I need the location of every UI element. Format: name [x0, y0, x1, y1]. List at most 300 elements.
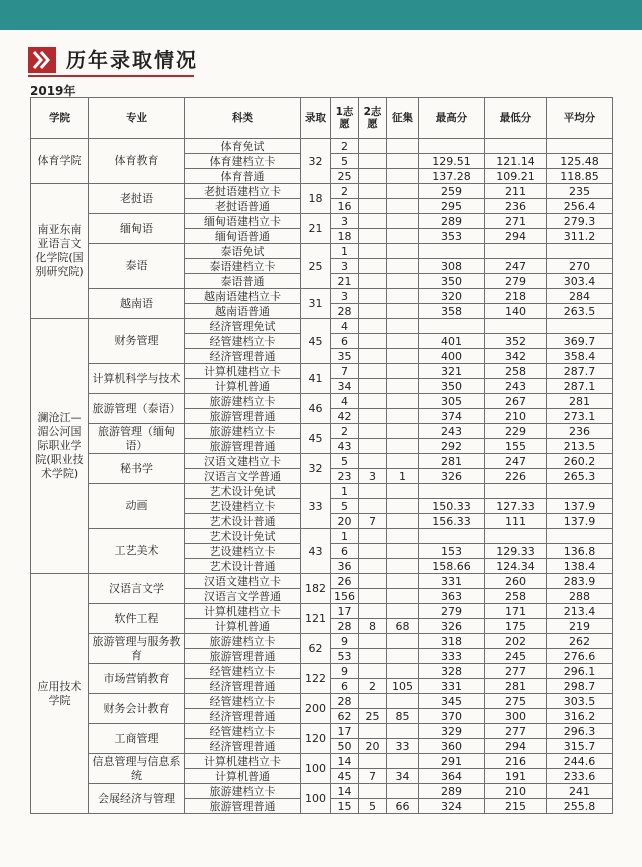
category: 计算机普通 [185, 379, 301, 394]
admitted-cell: 45 [301, 424, 331, 454]
category: 旅游管理普通 [185, 439, 301, 454]
avg-score: 303.5 [547, 694, 613, 709]
first-choice: 35 [331, 349, 359, 364]
admitted-cell: 120 [301, 724, 331, 754]
major-cell: 老挝语 [89, 184, 185, 214]
category: 旅游建档立卡 [185, 784, 301, 799]
category: 经管建档立卡 [185, 724, 301, 739]
second-choice [359, 364, 387, 379]
avg-score: 284 [547, 289, 613, 304]
first-choice: 6 [331, 544, 359, 559]
min-score: 277 [485, 664, 547, 679]
category: 艺术设计免试 [185, 529, 301, 544]
avg-score: 137.9 [547, 499, 613, 514]
col-header-college: 学院 [31, 98, 89, 139]
avg-score: 270 [547, 259, 613, 274]
category: 经管建档立卡 [185, 694, 301, 709]
major-cell: 缅甸语 [89, 214, 185, 244]
admitted-cell: 46 [301, 394, 331, 424]
table-row [31, 529, 613, 544]
max-score [419, 529, 485, 544]
col-header-max-score: 最高分 [419, 98, 485, 139]
max-score: 158.66 [419, 559, 485, 574]
min-score: 211 [485, 184, 547, 199]
double-chevron-icon [28, 47, 56, 73]
category: 泰语建档立卡 [185, 259, 301, 274]
supplementary [387, 334, 419, 349]
admitted-cell: 45 [301, 319, 331, 364]
major-cell: 会展经济与管理 [89, 784, 185, 814]
supplementary [387, 634, 419, 649]
avg-score: 138.4 [547, 559, 613, 574]
max-score: 364 [419, 769, 485, 784]
avg-score: 236 [547, 424, 613, 439]
avg-score: 265.3 [547, 469, 613, 484]
max-score: 350 [419, 379, 485, 394]
avg-score [547, 244, 613, 259]
category: 计算机建档立卡 [185, 364, 301, 379]
max-score: 156.33 [419, 514, 485, 529]
supplementary [387, 304, 419, 319]
supplementary [387, 724, 419, 739]
supplementary: 1 [387, 469, 419, 484]
second-choice [359, 544, 387, 559]
supplementary [387, 484, 419, 499]
supplementary [387, 259, 419, 274]
avg-score: 262 [547, 634, 613, 649]
category: 计算机建档立卡 [185, 604, 301, 619]
supplementary [387, 784, 419, 799]
admitted-cell: 25 [301, 244, 331, 289]
max-score: 363 [419, 589, 485, 604]
top-banner [0, 0, 642, 30]
category: 体育免试 [185, 139, 301, 154]
avg-score [547, 484, 613, 499]
max-score: 358 [419, 304, 485, 319]
second-choice [359, 604, 387, 619]
second-choice [359, 409, 387, 424]
second-choice [359, 184, 387, 199]
first-choice: 5 [331, 154, 359, 169]
supplementary [387, 529, 419, 544]
second-choice: 7 [359, 514, 387, 529]
supplementary [387, 394, 419, 409]
min-score: 236 [485, 199, 547, 214]
admitted-cell: 41 [301, 364, 331, 394]
avg-score: 256.4 [547, 199, 613, 214]
min-score: 260 [485, 574, 547, 589]
table-row [31, 694, 613, 709]
first-choice: 1 [331, 484, 359, 499]
category: 经济管理普通 [185, 679, 301, 694]
min-score: 121.14 [485, 154, 547, 169]
max-score: 360 [419, 739, 485, 754]
major-cell: 汉语言文学 [89, 574, 185, 604]
max-score: 243 [419, 424, 485, 439]
first-choice: 16 [331, 199, 359, 214]
first-choice: 2 [331, 184, 359, 199]
supplementary [387, 544, 419, 559]
first-choice: 42 [331, 409, 359, 424]
avg-score: 288 [547, 589, 613, 604]
first-choice: 21 [331, 274, 359, 289]
min-score: 281 [485, 679, 547, 694]
first-choice: 28 [331, 619, 359, 634]
max-score: 137.28 [419, 169, 485, 184]
max-score: 324 [419, 799, 485, 814]
second-choice [359, 574, 387, 589]
category: 汉语文建档立卡 [185, 574, 301, 589]
max-score: 401 [419, 334, 485, 349]
max-score: 353 [419, 229, 485, 244]
supplementary [387, 694, 419, 709]
category: 旅游建档立卡 [185, 634, 301, 649]
admitted-cell: 43 [301, 529, 331, 574]
min-score: 352 [485, 334, 547, 349]
min-score [485, 244, 547, 259]
max-score: 331 [419, 574, 485, 589]
col-header-admitted: 录取 [301, 98, 331, 139]
min-score: 294 [485, 739, 547, 754]
category: 经管建档立卡 [185, 334, 301, 349]
max-score: 331 [419, 679, 485, 694]
admitted-cell: 121 [301, 604, 331, 634]
second-choice [359, 274, 387, 289]
major-cell: 财务管理 [89, 319, 185, 364]
table-row [31, 364, 613, 379]
avg-score: 369.7 [547, 334, 613, 349]
supplementary [387, 424, 419, 439]
section-header [28, 46, 198, 76]
supplementary [387, 499, 419, 514]
category: 艺术设计普通 [185, 559, 301, 574]
category: 旅游管理普通 [185, 649, 301, 664]
avg-score: 235 [547, 184, 613, 199]
table-row [31, 664, 613, 679]
second-choice [359, 334, 387, 349]
col-header-min-score: 最低分 [485, 98, 547, 139]
supplementary [387, 154, 419, 169]
min-score: 140 [485, 304, 547, 319]
first-choice: 62 [331, 709, 359, 724]
category: 经济管理普通 [185, 709, 301, 724]
major-cell: 计算机科学与技术 [89, 364, 185, 394]
table-row [31, 724, 613, 739]
max-score: 326 [419, 619, 485, 634]
max-score: 320 [419, 289, 485, 304]
category: 艺设建档立卡 [185, 544, 301, 559]
category: 艺术设计免试 [185, 484, 301, 499]
admitted-cell: 32 [301, 139, 331, 184]
category: 计算机普通 [185, 619, 301, 634]
first-choice: 25 [331, 169, 359, 184]
admitted-cell: 31 [301, 289, 331, 319]
table-row [31, 754, 613, 769]
supplementary [387, 379, 419, 394]
college-cell: 体育学院 [31, 139, 89, 184]
category: 缅甸语建档立卡 [185, 214, 301, 229]
second-choice [359, 784, 387, 799]
major-cell: 体育教育 [89, 139, 185, 184]
category: 汉语言文学普通 [185, 469, 301, 484]
supplementary [387, 139, 419, 154]
first-choice: 36 [331, 559, 359, 574]
max-score: 321 [419, 364, 485, 379]
min-score: 215 [485, 799, 547, 814]
avg-score: 213.5 [547, 439, 613, 454]
major-cell: 工艺美术 [89, 529, 185, 574]
avg-score: 137.9 [547, 514, 613, 529]
first-choice: 6 [331, 679, 359, 694]
table-row [31, 214, 613, 229]
first-choice: 3 [331, 214, 359, 229]
avg-score: 263.5 [547, 304, 613, 319]
major-cell: 动画 [89, 484, 185, 529]
supplementary [387, 514, 419, 529]
table-row [31, 604, 613, 619]
first-choice: 34 [331, 379, 359, 394]
max-score: 370 [419, 709, 485, 724]
second-choice [359, 229, 387, 244]
supplementary [387, 169, 419, 184]
second-choice: 5 [359, 799, 387, 814]
max-score: 289 [419, 784, 485, 799]
col-header-supplementary: 征集 [387, 98, 419, 139]
max-score: 333 [419, 649, 485, 664]
year-label: 2019年 [30, 84, 76, 98]
min-score: 245 [485, 649, 547, 664]
first-choice: 5 [331, 499, 359, 514]
avg-score: 298.7 [547, 679, 613, 694]
category: 越南语普通 [185, 304, 301, 319]
first-choice: 4 [331, 394, 359, 409]
category: 汉语言文学普通 [185, 589, 301, 604]
category: 体育建档立卡 [185, 154, 301, 169]
avg-score [547, 529, 613, 544]
category: 缅甸语普通 [185, 229, 301, 244]
col-header-avg-score: 平均分 [547, 98, 613, 139]
admitted-cell: 100 [301, 754, 331, 784]
first-choice: 17 [331, 724, 359, 739]
max-score [419, 319, 485, 334]
first-choice: 28 [331, 694, 359, 709]
supplementary [387, 319, 419, 334]
first-choice: 1 [331, 244, 359, 259]
min-score: 243 [485, 379, 547, 394]
first-choice: 2 [331, 424, 359, 439]
table-row [31, 454, 613, 469]
admitted-cell: 62 [301, 634, 331, 664]
second-choice [359, 394, 387, 409]
table-row [31, 139, 613, 154]
category: 旅游建档立卡 [185, 424, 301, 439]
second-choice [359, 499, 387, 514]
avg-score: 296.1 [547, 664, 613, 679]
major-cell: 旅游管理与服务教育 [89, 634, 185, 664]
supplementary [387, 274, 419, 289]
first-choice: 2 [331, 139, 359, 154]
max-score: 291 [419, 754, 485, 769]
second-choice [359, 139, 387, 154]
avg-score [547, 319, 613, 334]
category: 泰语普通 [185, 274, 301, 289]
table-header-row [31, 98, 613, 139]
category: 泰语免试 [185, 244, 301, 259]
first-choice: 20 [331, 514, 359, 529]
major-cell: 信息管理与信息系统 [89, 754, 185, 784]
supplementary: 68 [387, 619, 419, 634]
avg-score: 136.8 [547, 544, 613, 559]
max-score [419, 139, 485, 154]
min-score: 127.33 [485, 499, 547, 514]
max-score: 345 [419, 694, 485, 709]
admitted-cell: 200 [301, 694, 331, 724]
max-score: 326 [419, 469, 485, 484]
avg-score: 311.2 [547, 229, 613, 244]
avg-score: 296.3 [547, 724, 613, 739]
col-header-category: 科类 [185, 98, 301, 139]
second-choice [359, 649, 387, 664]
max-score: 318 [419, 634, 485, 649]
college-cell: 应用技术学院 [31, 574, 89, 814]
avg-score: 287.7 [547, 364, 613, 379]
first-choice: 156 [331, 589, 359, 604]
category: 旅游管理普通 [185, 799, 301, 814]
second-choice [359, 484, 387, 499]
supplementary: 85 [387, 709, 419, 724]
avg-score [547, 139, 613, 154]
supplementary: 105 [387, 679, 419, 694]
second-choice [359, 754, 387, 769]
supplementary [387, 559, 419, 574]
second-choice: 25 [359, 709, 387, 724]
second-choice [359, 439, 387, 454]
second-choice [359, 379, 387, 394]
min-score: 175 [485, 619, 547, 634]
second-choice [359, 454, 387, 469]
min-score: 226 [485, 469, 547, 484]
second-choice [359, 349, 387, 364]
avg-score: 283.9 [547, 574, 613, 589]
major-cell: 旅游管理（缅甸语） [89, 424, 185, 454]
min-score [485, 529, 547, 544]
min-score: 129.33 [485, 544, 547, 559]
table-row [31, 244, 613, 259]
major-cell: 财务会计教育 [89, 694, 185, 724]
avg-score: 244.6 [547, 754, 613, 769]
max-score: 374 [419, 409, 485, 424]
major-cell: 旅游管理（泰语） [89, 394, 185, 424]
max-score: 350 [419, 274, 485, 289]
second-choice [359, 199, 387, 214]
major-cell: 泰语 [89, 244, 185, 289]
supplementary [387, 244, 419, 259]
max-score: 400 [419, 349, 485, 364]
max-score: 289 [419, 214, 485, 229]
first-choice: 3 [331, 289, 359, 304]
max-score: 150.33 [419, 499, 485, 514]
major-cell: 越南语 [89, 289, 185, 319]
table-row [31, 184, 613, 199]
min-score: 342 [485, 349, 547, 364]
admitted-cell: 100 [301, 784, 331, 814]
second-choice: 3 [359, 469, 387, 484]
min-score: 294 [485, 229, 547, 244]
category: 经济管理免试 [185, 319, 301, 334]
first-choice: 50 [331, 739, 359, 754]
avg-score: 279.3 [547, 214, 613, 229]
supplementary [387, 229, 419, 244]
avg-score: 303.4 [547, 274, 613, 289]
supplementary [387, 439, 419, 454]
avg-score: 255.8 [547, 799, 613, 814]
title-underline [28, 75, 194, 77]
table-row [31, 289, 613, 304]
max-score [419, 484, 485, 499]
first-choice: 5 [331, 454, 359, 469]
min-score: 218 [485, 289, 547, 304]
second-choice: 8 [359, 619, 387, 634]
min-score: 171 [485, 604, 547, 619]
college-cell: 南亚东南亚语言文化学院(国别研究院) [31, 184, 89, 319]
avg-score: 241 [547, 784, 613, 799]
first-choice: 53 [331, 649, 359, 664]
max-score: 281 [419, 454, 485, 469]
min-score: 267 [485, 394, 547, 409]
table-row [31, 484, 613, 499]
second-choice: 20 [359, 739, 387, 754]
admitted-cell: 33 [301, 484, 331, 529]
first-choice: 9 [331, 634, 359, 649]
table-row [31, 634, 613, 649]
avg-score: 219 [547, 619, 613, 634]
second-choice [359, 724, 387, 739]
first-choice: 26 [331, 574, 359, 589]
second-choice [359, 529, 387, 544]
min-score: 229 [485, 424, 547, 439]
min-score: 275 [485, 694, 547, 709]
college-cell: 澜沧江—湄公河国际职业学院(职业技术学院) [31, 319, 89, 574]
second-choice [359, 154, 387, 169]
min-score: 210 [485, 409, 547, 424]
max-score: 308 [419, 259, 485, 274]
min-score [485, 319, 547, 334]
first-choice: 4 [331, 319, 359, 334]
second-choice [359, 559, 387, 574]
category: 体育普通 [185, 169, 301, 184]
min-score: 258 [485, 589, 547, 604]
min-score: 202 [485, 634, 547, 649]
max-score: 305 [419, 394, 485, 409]
supplementary [387, 409, 419, 424]
category: 计算机普通 [185, 769, 301, 784]
supplementary [387, 649, 419, 664]
table-body [31, 139, 613, 814]
supplementary [387, 199, 419, 214]
min-score: 124.34 [485, 559, 547, 574]
second-choice [359, 259, 387, 274]
col-header-choice2: 2志愿 [359, 98, 387, 139]
col-header-major: 专业 [89, 98, 185, 139]
supplementary [387, 589, 419, 604]
min-score: 247 [485, 259, 547, 274]
first-choice: 28 [331, 304, 359, 319]
max-score: 329 [419, 724, 485, 739]
table-row [31, 784, 613, 799]
min-score: 155 [485, 439, 547, 454]
supplementary [387, 289, 419, 304]
avg-score: 260.2 [547, 454, 613, 469]
